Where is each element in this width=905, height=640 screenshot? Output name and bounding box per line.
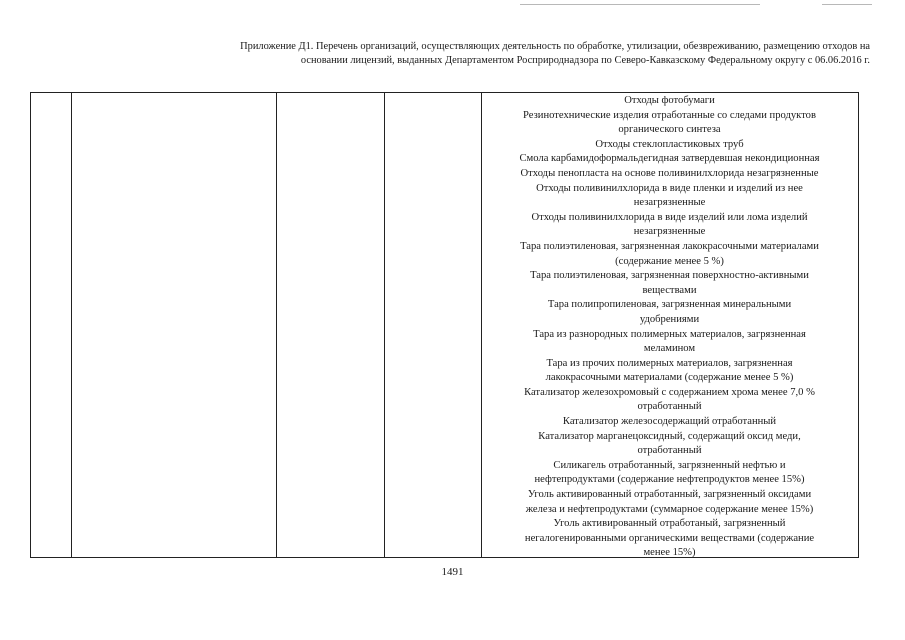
waste-types-cell	[481, 94, 858, 561]
header-line-1: Приложение Д1. Перечень организаций, осуществляющих деятельность по обработке, утилизации, обезвреживанию, размещению отходов на	[240, 41, 870, 52]
waste-line: отработанный	[637, 445, 702, 457]
waste-line: Отходы пенопласта на основе поливинилхлорида незагрязненные	[520, 167, 819, 179]
waste-line: Отходы фотобумаги	[624, 95, 715, 106]
waste-line: менее 15%)	[643, 547, 696, 559]
waste-line: незагрязненные	[633, 226, 706, 238]
waste-line: лакокрасочными материалами (содержание менее 5 %)	[545, 372, 794, 384]
scan-artifact-top	[520, 4, 760, 5]
waste-line: незагрязненные	[633, 197, 706, 209]
waste-line: Силикагель отработанный, загрязненный нефтью и	[553, 459, 786, 471]
waste-line: органического синтеза	[618, 124, 721, 136]
waste-line: Тара полипропиленовая, загрязненная минеральными	[547, 299, 792, 311]
waste-line: Уголь активированный отработаный, загрязненный	[553, 518, 786, 530]
waste-line: Уголь активированный отработанный, загрязненный оксидами	[527, 489, 812, 501]
waste-line: нефтепродуктами (содержание нефтепродуктов менее 15%)	[534, 474, 805, 486]
waste-line: Тара из разнородных полимерных материалов, загрязненная	[533, 328, 806, 340]
waste-line: железа и нефтепродуктами (суммарное содержание менее 15%)	[525, 503, 814, 515]
waste-line: Резинотехнические изделия отработанные со следами продуктов	[523, 109, 816, 121]
waste-line: Отходы стеклопластиковых труб	[595, 138, 744, 150]
waste-line: негалогенированными органическими веществами (содержание	[524, 532, 815, 544]
waste-line: Тара полиэтиленовая, загрязненная поверхностно-активными	[530, 270, 809, 282]
scan-artifact-top-right	[822, 4, 872, 5]
waste-line: Катализатор железохромовый с содержанием хрома менее 7,0 %	[524, 386, 815, 398]
document-header	[30, 40, 870, 67]
waste-line: отработанный	[637, 401, 702, 413]
page-number: 1491	[441, 566, 464, 578]
waste-line: удобрениями	[639, 313, 700, 325]
header-line-2: основании лицензий, выданных Департаментом Росприроднадзора по Северо-Кавказскому Федеральному округу с 06.06.2016 г.	[300, 54, 870, 66]
waste-line: Отходы поливинилхлорида в виде изделий или лома изделий	[531, 211, 808, 223]
column-divider	[276, 93, 277, 557]
waste-line: Катализатор железосодержащий отработанный	[562, 416, 777, 428]
waste-line: (содержание менее 5 %)	[615, 255, 724, 267]
waste-line: Тара из прочих полимерных материалов, загрязненная	[546, 357, 793, 369]
waste-line: Катализатор марганецоксидный, содержащий оксид меди,	[538, 430, 801, 442]
waste-line: веществами	[642, 284, 697, 296]
column-divider	[71, 93, 72, 557]
waste-line: Отходы поливинилхлорида в виде пленки и изделий из нее	[536, 182, 803, 194]
organizations-table	[30, 92, 859, 558]
waste-line: Смола карбамидоформальдегидная затвердевшая некондиционная	[519, 153, 820, 165]
waste-line: Тара полиэтиленовая, загрязненная лакокрасочными материалами	[520, 240, 819, 252]
column-divider	[384, 93, 385, 557]
waste-line: меламином	[643, 343, 696, 355]
